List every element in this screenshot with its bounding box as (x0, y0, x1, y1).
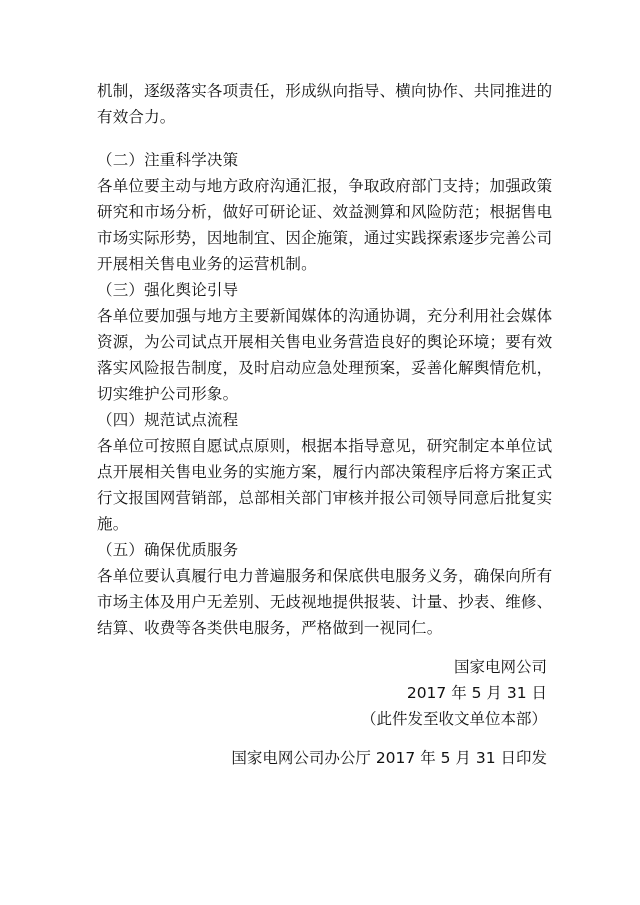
body-line: 市场实际形势，因地制宜、因企施策，通过实践探索逐步完善公司 (97, 229, 553, 247)
body-line: 各单位要主动与地方政府沟通汇报，争取政府部门支持；加强政策 (97, 177, 553, 195)
body-line: 切实维护公司形象。 (97, 385, 239, 403)
body-line: 结算、收费等各类供电服务，严格做到一视同仁。 (97, 619, 443, 637)
body-line: 各单位要加强与地方主要新闻媒体的沟通协调，充分利用社会媒体 (97, 307, 553, 325)
body-line: 资源，为公司试点开展相关售电业务营造良好的舆论环境；要有效 (97, 333, 553, 351)
body-line: 施。 (97, 515, 129, 533)
body-line: 各单位可按照自愿试点原则，根据本指导意见，研究制定本单位试 (97, 437, 553, 455)
body-line: 落实风险报告制度，及时启动应急处理预案，妥善化解舆情危机， (97, 359, 553, 377)
distribution-note: （此件发至收文单位本部） (360, 710, 547, 728)
section-heading: （二）注重科学决策 (97, 151, 239, 169)
body-line: 各单位要认真履行电力普遍服务和保底供电服务义务，确保向所有 (97, 567, 553, 585)
issuance-footer: 国家电网公司办公厅 2017 年 5 月 31 日印发 (231, 749, 547, 767)
section-heading: （五）确保优质服务 (97, 541, 239, 559)
section-heading: （四）规范试点流程 (97, 411, 239, 429)
signature-date: 2017 年 5 月 31 日 (406, 684, 547, 702)
body-line: 行文报国网营销部，总部相关部门审核并报公司领导同意后批复实 (97, 489, 553, 507)
signature-org: 国家电网公司 (453, 658, 547, 676)
body-line: 研究和市场分析，做好可研论证、效益测算和风险防范；根据售电 (97, 203, 553, 221)
body-line: 点开展相关售电业务的实施方案，履行内部决策程序后将方案正式 (97, 463, 553, 481)
body-line: 有效合力。 (97, 108, 176, 126)
body-line: 机制，逐级落实各项责任，形成纵向指导、横向协作、共同推进的 (97, 82, 553, 100)
body-line: 市场主体及用户无差别、无歧视地提供报装、计量、抄表、维修、 (97, 593, 553, 611)
section-heading: （三）强化舆论引导 (97, 281, 239, 299)
body-line: 开展相关售电业务的运营机制。 (97, 255, 317, 273)
